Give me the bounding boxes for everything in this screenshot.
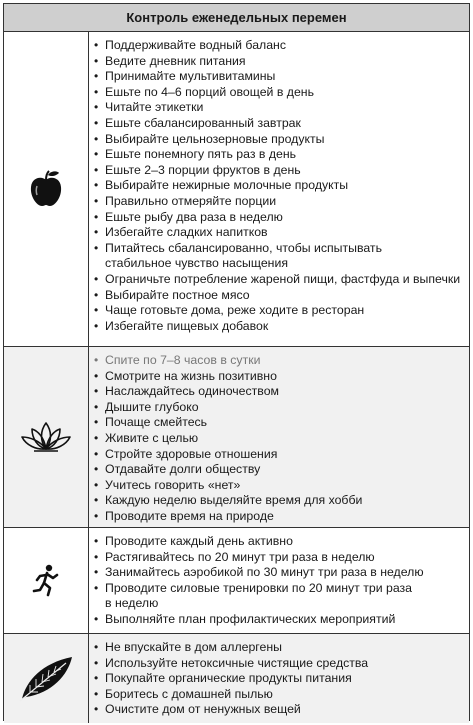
list-item <box>89 565 465 581</box>
list-item <box>89 493 465 509</box>
list-item <box>89 384 465 400</box>
list-item <box>89 462 465 478</box>
table-title: Контроль еженедельных перемен <box>4 4 469 32</box>
icon-cell <box>4 634 89 723</box>
list-item <box>89 54 465 70</box>
activity-section <box>4 528 469 634</box>
list-item <box>89 194 465 210</box>
list-item <box>89 288 465 304</box>
icon-cell <box>4 347 89 527</box>
list-item-text: Ешьте по 4–6 порций овощей в день <box>105 84 314 99</box>
list-item <box>89 431 465 447</box>
list-item-text: Почаще смейтесь <box>105 415 208 430</box>
list-item <box>89 400 465 416</box>
list-item-text: Чаще готовьте дома, реже ходите в ресторан <box>105 303 365 318</box>
list-item-text: Покупайте органические продукты питания <box>105 671 352 686</box>
list-item-text: Используйте нетоксичные чистящие средства <box>105 655 369 670</box>
environment-list-cell <box>89 634 469 723</box>
list-item-text: Занимайтесь аэробикой по 30 минут три раза в неделю <box>105 565 424 580</box>
list-item <box>89 132 465 148</box>
list-item <box>89 353 465 369</box>
list-item-text: Ешьте понемногу пять раз в день <box>105 147 297 162</box>
list-item-text: Ограничьте потребление жареной пищи, фастфуда и выпечки <box>105 271 461 286</box>
list-item <box>89 85 465 101</box>
nutrition-section <box>4 32 469 347</box>
list-item <box>89 415 465 431</box>
list-item-text: Принимайте мультивитамины <box>105 69 276 84</box>
list-item-text: Выполняйте план профилактических мероприятий <box>105 611 396 626</box>
list-item <box>89 687 465 703</box>
list-item <box>89 163 465 179</box>
list-item-text: Проводите силовые тренировки по 20 минут три раза <box>105 580 413 595</box>
list-item-text: Ведите дневник питания <box>105 53 246 68</box>
list-item-text: Каждую неделю выделяйте время для хобби <box>105 493 363 508</box>
list-item-text: Читайте этикетки <box>105 100 204 115</box>
weekly-changes-table <box>3 3 470 721</box>
list-item-text: Питайтесь сбалансированно, чтобы испытывать <box>105 240 382 255</box>
list-item-text: Избегайте пищевых добавок <box>105 318 269 333</box>
list-item <box>89 550 465 566</box>
list-item <box>89 612 465 628</box>
mind-section <box>4 347 469 528</box>
list-item-text: Очистите дом от ненужных вещей <box>105 702 301 717</box>
list-item <box>89 534 465 550</box>
list-item-text: Выбирайте цельнозерновые продукты <box>105 131 325 146</box>
nutrition-list <box>89 38 465 334</box>
environment-list <box>89 640 465 718</box>
list-item <box>89 178 465 194</box>
list-item <box>89 116 465 132</box>
icon-cell <box>4 528 89 633</box>
list-item <box>89 509 465 525</box>
apple-icon <box>28 170 64 208</box>
list-item <box>89 100 465 116</box>
list-item <box>89 447 465 463</box>
list-item <box>89 69 465 85</box>
list-item-text: Ешьте сбалансированный завтрак <box>105 115 301 130</box>
environment-section <box>4 634 469 723</box>
list-item-text: Растягивайтесь по 20 минут три раза в неделю <box>105 549 375 564</box>
nutrition-list-cell <box>89 32 469 346</box>
list-item <box>89 303 465 319</box>
list-item <box>89 241 465 272</box>
list-item <box>89 656 465 672</box>
activity-list-cell <box>89 528 469 633</box>
icon-cell <box>4 32 89 346</box>
mind-list-cell <box>89 347 469 527</box>
list-item <box>89 581 465 612</box>
list-item-text: Ешьте 2–3 порции фруктов в день <box>105 162 301 177</box>
list-item-text: Ешьте рыбу два раза в неделю <box>105 209 283 224</box>
list-item <box>89 369 465 385</box>
list-item-text: Смотрите на жизнь позитивно <box>105 368 277 383</box>
list-item-text: Выбирайте постное мясо <box>105 287 250 302</box>
list-item <box>89 702 465 718</box>
list-item-text: Дышите глубоко <box>105 399 199 414</box>
lotus-icon <box>20 421 72 453</box>
leaf-icon <box>16 655 76 703</box>
list-item <box>89 38 465 54</box>
list-item-text: Спите по 7–8 часов в сутки <box>105 353 261 367</box>
list-item <box>89 319 465 335</box>
list-item-text: Боритесь с домашней пылью <box>105 686 273 701</box>
mind-list <box>89 353 465 525</box>
list-item-text: Выбирайте нежирные молочные продукты <box>105 178 349 193</box>
list-item-text: Отдавайте долги обществу <box>105 462 261 477</box>
list-item <box>89 671 465 687</box>
list-item-text: Проводите время на природе <box>105 508 274 523</box>
list-item-text: Учитесь говорить «нет» <box>105 477 241 492</box>
list-item-text: Избегайте сладких напитков <box>105 225 268 240</box>
list-item <box>89 225 465 241</box>
list-item-continuation: стабильное чувство насыщения <box>105 256 288 271</box>
list-item-continuation: в неделю <box>105 596 159 611</box>
activity-list <box>89 534 465 628</box>
list-item-text: Поддерживайте водный баланс <box>105 38 286 52</box>
list-item-text: Не впускайте в дом аллергены <box>105 640 282 654</box>
list-item-text: Проводите каждый день активно <box>105 534 293 548</box>
list-item-text: Живите с целью <box>105 430 199 445</box>
list-item <box>89 478 465 494</box>
list-item-text: Правильно отмеряйте порции <box>105 193 277 208</box>
list-item-text: Стройте здоровые отношения <box>105 446 278 461</box>
running-person-icon <box>32 564 60 598</box>
list-item <box>89 147 465 163</box>
list-item <box>89 272 465 288</box>
list-item-text: Наслаждайтесь одиночеством <box>105 384 279 399</box>
list-item <box>89 640 465 656</box>
list-item <box>89 210 465 226</box>
